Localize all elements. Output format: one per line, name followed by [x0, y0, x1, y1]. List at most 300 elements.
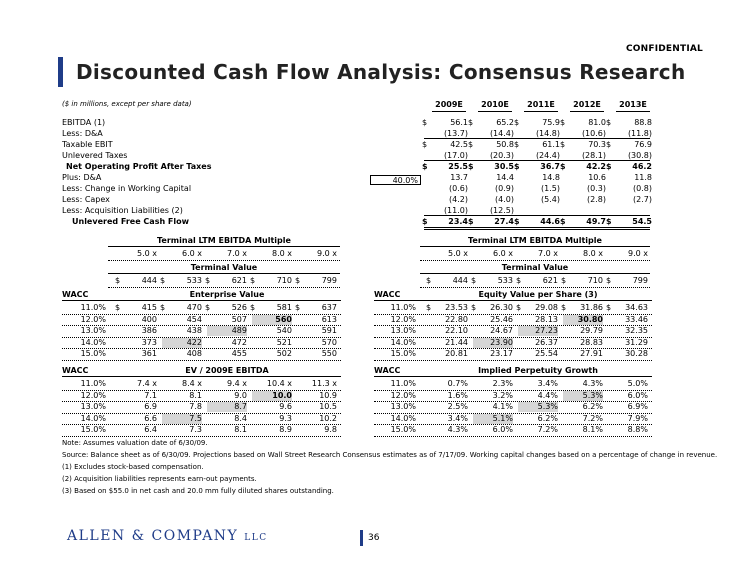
row-label: Unlevered Free Cash Flow [72, 217, 190, 226]
footnote-source: Source: Balance sheet as of 6/30/09. Projections based on Wall Street Research Consensus estimates as of 7/17/09. Working capital changes based on a percentage of change in revenue. [62, 451, 718, 459]
dollar-sign: $ [205, 303, 211, 312]
cell-value: 13.7 [450, 173, 468, 182]
ev_ebitda-cell: 9.6 [279, 402, 292, 411]
dollar-sign: $ [160, 276, 166, 285]
row-label: Taxable EBIT [62, 140, 113, 149]
dollar-sign: $ [295, 303, 301, 312]
perp_growth-cell: 2.3% [492, 379, 513, 388]
cell-value: 65.2 [496, 118, 514, 127]
ev_ebitda-title: EV / 2009E EBITDA [185, 366, 269, 375]
year-header: 2012E [573, 100, 601, 109]
dollar-sign: $ [471, 303, 477, 312]
dollar-sign: $ [468, 217, 474, 226]
header-underline [62, 376, 341, 377]
dollar-sign: $ [426, 276, 432, 285]
dollar-sign: $ [514, 140, 520, 149]
row-label: Less: Change in Working Capital [62, 184, 192, 193]
perp_growth-cell: 3.4% [447, 413, 468, 423]
dotted-separator [420, 287, 650, 288]
cell-value: 46.2 [632, 162, 652, 171]
ev_ebitda-cell: 8.1 [234, 425, 247, 434]
cell-value: 50.8 [496, 140, 514, 149]
page-number: 36 [368, 533, 380, 543]
perp_growth-cell: 7.2% [537, 425, 558, 434]
ev_ebitda-cell: 7.1 [144, 390, 157, 400]
dollar-sign: $ [468, 140, 474, 149]
total-line [424, 227, 650, 228]
dollar-sign: $ [561, 276, 567, 285]
dollar-sign: $ [295, 276, 301, 285]
dollar-sign: $ [115, 276, 121, 285]
perp_growth-cell: 6.0% [627, 390, 648, 400]
tax-rate-input: 40.0% [370, 175, 421, 185]
cell-value: 54.5 [632, 217, 652, 226]
year-header: 2013E [619, 100, 647, 109]
enterprise_value-cell: 521 [276, 337, 292, 347]
equity_value-cell: 23.53 [445, 303, 468, 312]
perp_growth-cell: 8.1% [582, 425, 603, 434]
ev_ebitda-cell: 9.3 [279, 413, 292, 423]
title-underline [420, 246, 650, 247]
row-separator [374, 360, 652, 361]
cell-value: 61.1 [542, 140, 560, 149]
equity_value-cell: 30.80 [563, 315, 603, 325]
equity_value-cell: 27.23 [518, 326, 558, 336]
wacc-value: 13.0% [390, 326, 416, 335]
terminal-value: 710 [587, 276, 603, 285]
enterprise_value-cell: 507 [231, 314, 247, 324]
logo-main-text: ALLEN & COMPANY [67, 528, 239, 544]
dollar-sign: $ [516, 303, 522, 312]
wacc-value: 11.0% [80, 303, 106, 312]
cell-value: (17.0) [443, 151, 468, 160]
terminal-value: 444 [141, 276, 157, 285]
cell-value: (14.8) [535, 129, 560, 138]
cell-value: (2.8) [587, 195, 606, 204]
wacc-value: 14.0% [390, 337, 416, 347]
multiple-value: 5.0 x [448, 249, 468, 258]
page-title: Discounted Cash Flow Analysis: Consensus Research [76, 60, 686, 84]
wacc-value: 14.0% [80, 337, 106, 347]
ev_ebitda-cell: 6.4 [144, 425, 157, 434]
dollar-sign: $ [606, 217, 612, 226]
year-underline [478, 111, 512, 112]
dollar-sign: $ [606, 276, 612, 285]
terminal-value-title: Terminal Value [190, 263, 258, 272]
enterprise_value-cell: 454 [186, 314, 202, 324]
equity_value-cell: 34.63 [625, 303, 648, 312]
equity_value-cell: 33.46 [625, 314, 648, 324]
cell-value: (13.7) [443, 129, 468, 138]
cell-value: 44.6 [540, 217, 560, 226]
dollar-sign: $ [160, 303, 166, 312]
cell-value: (4.2) [449, 195, 468, 204]
dollar-sign: $ [115, 303, 121, 312]
perp_growth-cell: 5.1% [473, 414, 513, 424]
table-row [62, 161, 662, 172]
dollar-sign: $ [514, 162, 520, 171]
enterprise_value-cell: 422 [162, 338, 202, 348]
dollar-sign: $ [422, 217, 428, 226]
header-underline [62, 300, 341, 301]
equity_value-cell: 28.13 [535, 314, 558, 324]
cell-value: 76.9 [634, 140, 652, 149]
terminal-value-title: Terminal Value [501, 263, 569, 272]
terminal-value: 533 [497, 276, 513, 285]
wacc-value: 13.0% [80, 402, 106, 411]
row-label: EBITDA (1) [62, 118, 106, 127]
perp_growth-cell: 6.9% [627, 402, 648, 411]
row-label: Plus: D&A [62, 173, 102, 182]
wacc-header: WACC [374, 366, 401, 375]
perp_growth-cell: 5.3% [563, 391, 603, 401]
ev_ebitda-cell: 9.4 x [227, 379, 247, 388]
equity_value-cell: 23.90 [473, 338, 513, 348]
title-accent-bar [58, 57, 63, 87]
wacc-header: WACC [62, 366, 89, 375]
ev_ebitda-cell: 10.2 [319, 413, 337, 423]
equity_value-cell: 32.35 [625, 326, 648, 335]
dollar-sign: $ [422, 118, 428, 127]
cell-value: (0.6) [449, 184, 468, 193]
multiple-value: 5.0 x [137, 249, 157, 258]
cell-value: (28.1) [581, 151, 606, 160]
perp_growth-cell: 3.4% [537, 379, 558, 388]
wacc-value: 14.0% [80, 413, 106, 423]
year-underline [432, 111, 466, 112]
title-underline [420, 273, 650, 274]
equity_value-cell: 29.08 [535, 303, 558, 312]
row-label: Less: Acquisition Liabilities (2) [62, 206, 183, 215]
dollar-sign: $ [516, 276, 522, 285]
row-label: Unlevered Taxes [62, 151, 128, 160]
cell-value: (14.4) [489, 129, 514, 138]
row-label: Net Operating Profit After Taxes [66, 162, 212, 171]
equity_value-cell: 25.46 [490, 314, 513, 324]
equity_value-cell: 20.81 [445, 349, 468, 358]
title-underline [108, 246, 340, 247]
wacc-value: 12.0% [390, 314, 416, 324]
wacc-value: 12.0% [390, 390, 416, 400]
row-separator [374, 436, 652, 437]
perp_growth-cell: 3.2% [492, 390, 513, 400]
equity_value-cell: 31.86 [580, 303, 603, 312]
ev_ebitda-cell: 6.6 [144, 413, 157, 423]
enterprise_value-cell: 581 [276, 303, 292, 312]
cell-value: (5.4) [541, 195, 560, 204]
enterprise_value-cell: 560 [252, 315, 292, 325]
perp_growth-cell: 4.3% [447, 425, 468, 434]
terminal-value: 444 [452, 276, 468, 285]
dollar-sign: $ [560, 217, 566, 226]
multiple-value: 9.0 x [317, 249, 337, 258]
cell-value: 14.4 [496, 173, 514, 182]
dollar-sign: $ [468, 118, 474, 127]
equity_value-cell: 24.67 [490, 326, 513, 335]
cell-value: (30.8) [627, 151, 652, 160]
perp_growth-cell: 4.3% [582, 379, 603, 388]
cell-value: 81.0 [588, 118, 606, 127]
enterprise_value-cell: 613 [321, 314, 337, 324]
enterprise_value-cell: 408 [186, 349, 202, 358]
row-separator [62, 436, 341, 437]
dollar-sign: $ [514, 118, 520, 127]
enterprise_value-cell: 570 [321, 337, 337, 347]
enterprise_value-cell: 526 [231, 303, 247, 312]
cell-value: (24.4) [535, 151, 560, 160]
cell-value: (1.5) [541, 184, 560, 193]
terminal-value: 799 [632, 276, 648, 285]
enterprise_value-cell: 386 [141, 326, 157, 335]
cell-value: (11.8) [627, 129, 652, 138]
page-number-bar [360, 530, 363, 546]
terminal-value: 533 [186, 276, 202, 285]
cell-value: 11.8 [634, 173, 652, 182]
multiple-value: 8.0 x [583, 249, 603, 258]
dollar-sign: $ [606, 140, 612, 149]
footnote-3: (3) Based on $55.0 in net cash and 20.0 mm fully diluted shares outstanding. [62, 487, 334, 495]
cell-value: (20.3) [489, 151, 514, 160]
cell-value: 70.3 [588, 140, 606, 149]
equity_value-cell: 25.54 [535, 349, 558, 358]
dollar-sign: $ [560, 140, 566, 149]
ev_ebitda-cell: 10.0 [252, 391, 292, 401]
dollar-sign: $ [606, 118, 612, 127]
year-underline [570, 111, 604, 112]
enterprise_value-cell: 470 [186, 303, 202, 312]
wacc-value: 12.0% [80, 314, 106, 324]
wacc-value: 15.0% [390, 349, 416, 358]
equity_value-cell: 22.10 [445, 326, 468, 335]
cell-value: (2.7) [633, 195, 652, 204]
dollar-sign: $ [561, 303, 567, 312]
perp_growth-cell: 7.2% [582, 413, 603, 423]
footnote-2: (2) Acquisition liabilities represents earn-out payments. [62, 475, 257, 483]
dollar-sign: $ [560, 162, 566, 171]
perp_growth-cell: 4.4% [537, 390, 558, 400]
wacc-value: 15.0% [390, 425, 416, 434]
cell-value: 14.8 [542, 173, 560, 182]
equity_value-cell: 26.30 [490, 303, 513, 312]
enterprise_value-cell: 400 [141, 314, 157, 324]
equity_value-cell: 28.83 [580, 337, 603, 347]
wacc-value: 15.0% [80, 349, 106, 358]
cell-value: 49.7 [586, 217, 606, 226]
enterprise_value-cell: 472 [231, 337, 247, 347]
cell-value: 23.4 [448, 217, 468, 226]
cell-value: 10.6 [588, 173, 606, 182]
dollar-sign: $ [606, 162, 612, 171]
dollar-sign: $ [560, 118, 566, 127]
perp_growth-cell: 6.2% [582, 402, 603, 411]
multiple-value: 7.0 x [227, 249, 247, 258]
cell-value: (0.3) [587, 184, 606, 193]
multiple-title: Terminal LTM EBITDA Multiple [157, 236, 291, 245]
enterprise_value-cell: 502 [276, 349, 292, 358]
perp_growth-cell: 7.9% [627, 413, 648, 423]
company-logo [67, 528, 268, 544]
multiple-value: 8.0 x [272, 249, 292, 258]
cell-value: (0.9) [495, 184, 514, 193]
terminal-value: 621 [542, 276, 558, 285]
ev_ebitda-cell: 10.9 [319, 390, 337, 400]
ev_ebitda-cell: 8.4 [234, 413, 247, 423]
year-underline [616, 111, 650, 112]
dollar-sign: $ [468, 162, 474, 171]
cell-value: 30.5 [494, 162, 514, 171]
multiple-value: 7.0 x [538, 249, 558, 258]
ev_ebitda-cell: 8.1 [189, 390, 202, 400]
equity_value-cell: 27.91 [580, 349, 603, 358]
footnote-note: Note: Assumes valuation date of 6/30/09. [62, 439, 208, 447]
subtotal-line [424, 160, 650, 161]
table-row [62, 117, 662, 128]
multiple-value: 6.0 x [182, 249, 202, 258]
ev_ebitda-cell: 8.9 [279, 425, 292, 434]
enterprise_value-cell: 489 [207, 326, 247, 336]
year-underline [524, 111, 558, 112]
perp_growth-cell: 0.7% [447, 379, 468, 388]
equity_value-cell: 21.44 [445, 337, 468, 347]
units-note: ($ in millions, except per share data) [62, 100, 192, 108]
ev_ebitda-cell: 7.3 [189, 425, 202, 434]
dollar-sign: $ [250, 276, 256, 285]
cell-value: (4.0) [495, 195, 514, 204]
dotted-separator [108, 260, 340, 261]
multiple-value: 9.0 x [628, 249, 648, 258]
footnote-1: (1) Excludes stock-based compensation. [62, 463, 204, 471]
cell-value: (11.0) [443, 206, 468, 215]
terminal-value: 710 [276, 276, 292, 285]
enterprise_value-cell: 415 [141, 303, 157, 312]
enterprise_value-cell: 373 [141, 337, 157, 347]
wacc-header: WACC [374, 290, 401, 299]
equity_value-title: Equity Value per Share (3) [478, 290, 598, 299]
cell-value: 42.2 [586, 162, 606, 171]
equity_value-cell: 29.79 [580, 326, 603, 335]
wacc-value: 12.0% [80, 390, 106, 400]
perp_growth-cell: 4.1% [492, 402, 513, 411]
cell-value: 88.8 [634, 118, 652, 127]
dotted-separator [108, 287, 340, 288]
dollar-sign: $ [250, 303, 256, 312]
table-row [62, 172, 662, 183]
cell-value: 56.1 [450, 118, 468, 127]
enterprise_value-cell: 591 [321, 326, 337, 335]
wacc-header: WACC [62, 290, 89, 299]
cell-value: 25.5 [448, 162, 468, 171]
ev_ebitda-cell: 8.4 x [182, 379, 202, 388]
equity_value-cell: 31.29 [625, 337, 648, 347]
confidential-label: CONFIDENTIAL [625, 44, 703, 54]
enterprise_value-cell: 540 [276, 326, 292, 335]
enterprise_value-cell: 361 [141, 349, 157, 358]
cell-value: (0.8) [633, 184, 652, 193]
ev_ebitda-cell: 6.9 [144, 402, 157, 411]
perp_growth-title: Implied Perpetuity Growth [478, 366, 598, 375]
wacc-value: 15.0% [80, 425, 106, 434]
subtotal-line [424, 138, 650, 139]
wacc-value: 13.0% [80, 326, 106, 335]
equity_value-cell: 22.80 [445, 314, 468, 324]
terminal-value: 621 [231, 276, 247, 285]
table-row [62, 194, 662, 205]
dotted-separator [420, 260, 650, 261]
cell-value: 42.5 [450, 140, 468, 149]
dollar-sign: $ [514, 217, 520, 226]
terminal-value: 799 [321, 276, 337, 285]
equity_value-cell: 30.28 [625, 349, 648, 358]
table-row [62, 183, 662, 194]
wacc-value: 11.0% [390, 303, 416, 312]
row-label: Less: Capex [62, 195, 110, 204]
dollar-sign: $ [422, 140, 428, 149]
ev_ebitda-cell: 10.5 [319, 402, 337, 411]
equity_value-cell: 23.17 [490, 349, 513, 358]
ev_ebitda-cell: 7.5 [162, 414, 202, 424]
enterprise_value-title: Enterprise Value [189, 290, 265, 299]
multiple-title: Terminal LTM EBITDA Multiple [468, 236, 602, 245]
year-header: 2010E [481, 100, 509, 109]
header-underline [374, 376, 652, 377]
perp_growth-cell: 2.5% [447, 402, 468, 411]
enterprise_value-cell: 438 [186, 326, 202, 335]
perp_growth-cell: 1.6% [447, 390, 468, 400]
dollar-sign: $ [426, 303, 432, 312]
ev_ebitda-cell: 11.3 x [311, 379, 337, 388]
cell-value: 75.9 [542, 118, 560, 127]
logo-llc-text: LLC [244, 533, 268, 543]
cell-value: (10.6) [581, 129, 606, 138]
ev_ebitda-cell: 8.7 [207, 402, 247, 412]
table-row [62, 216, 662, 227]
ev_ebitda-cell: 10.4 x [266, 379, 292, 388]
wacc-value: 11.0% [390, 379, 416, 388]
wacc-value: 13.0% [390, 402, 416, 411]
enterprise_value-cell: 550 [321, 349, 337, 358]
title-underline [108, 273, 340, 274]
enterprise_value-cell: 455 [231, 349, 247, 358]
equity_value-cell: 26.37 [535, 337, 558, 347]
header-underline [374, 300, 652, 301]
year-header: 2011E [527, 100, 555, 109]
cell-value: (12.5) [489, 206, 514, 215]
enterprise_value-cell: 637 [321, 303, 337, 312]
wacc-value: 14.0% [390, 413, 416, 423]
perp_growth-cell: 8.8% [627, 425, 648, 434]
dollar-sign: $ [471, 276, 477, 285]
dollar-sign: $ [422, 162, 428, 171]
subtotal-line [424, 215, 650, 216]
cell-value: 36.7 [540, 162, 560, 171]
ev_ebitda-cell: 7.4 x [137, 379, 157, 388]
ev_ebitda-cell: 9.8 [324, 425, 337, 434]
perp_growth-cell: 5.0% [627, 379, 648, 388]
row-separator [62, 360, 341, 361]
wacc-value: 11.0% [80, 379, 106, 388]
year-header: 2009E [435, 100, 463, 109]
table-row [62, 139, 662, 150]
ev_ebitda-cell: 7.8 [189, 402, 202, 411]
cell-value: 27.4 [494, 217, 514, 226]
perp_growth-cell: 6.0% [492, 425, 513, 434]
row-label: Less: D&A [62, 129, 103, 138]
dollar-sign: $ [205, 276, 211, 285]
multiple-value: 6.0 x [493, 249, 513, 258]
total-line [424, 229, 650, 230]
ev_ebitda-cell: 9.0 [234, 390, 247, 400]
perp_growth-cell: 6.2% [537, 413, 558, 423]
